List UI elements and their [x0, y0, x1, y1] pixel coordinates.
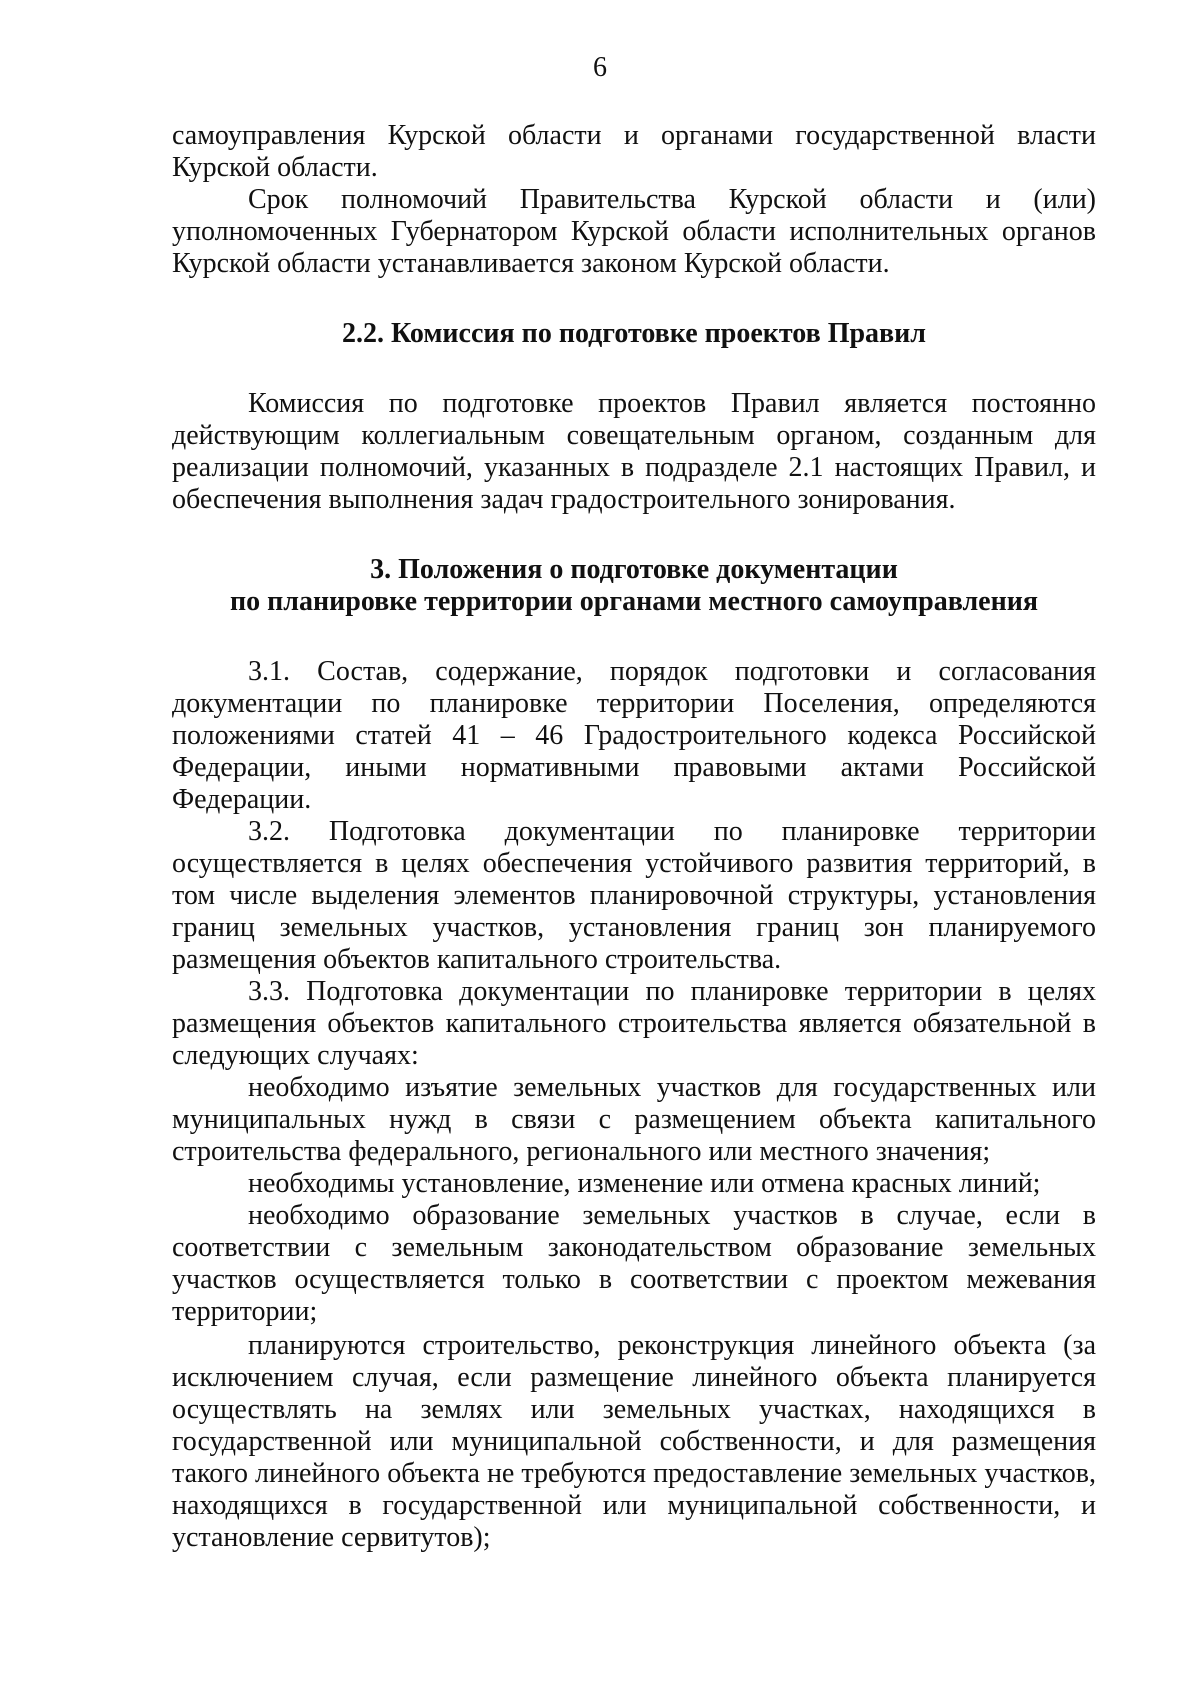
paragraph-term: Срок полномочий Правительства Курской области и (или) уполномоченных Губернатором Курской области исполнительных органов Курской области устанавливается законом Курской области. — [172, 184, 1096, 279]
paragraph-3-3: 3.3. Подготовка документации по планировке территории в целях размещения объектов капитального строительства является обязательной в следующих случаях: — [172, 976, 1096, 1071]
case-item: планируются строительство, реконструкция линейного объекта (за исключением случая, если размещение линейного объекта планируется осуществлять на землях или земельных участках, находящихся в государственной или муниципальной собственности, и для размещения такого линейного объекта не требуются предоставление земельных участков, находящихся в государственной или муниципальной собственности, и установление сервитутов); — [172, 1330, 1096, 1553]
paragraph-3-1: 3.1. Состав, содержание, порядок подготовки и согласования документации по планировке территории Поселения, определяются положениями статей 41 – 46 Градостроительного кодекса Российской Федерации, иными нормативными правовыми актами Российской Федерации. — [172, 656, 1096, 815]
section-2-2-paragraph: Комиссия по подготовке проектов Правил является постоянно действующим коллегиальным совещательным органом, созданным для реализации полномочий, указанных в подразделе 2.1 настоящих Правил, и обеспечения выполнения задач градостроительного зонирования. — [172, 388, 1096, 515]
section-2-2-heading: 2.2. Комиссия по подготовке проектов Правил — [341, 318, 927, 349]
page-number: 6 — [593, 52, 607, 83]
case-item: необходимо изъятие земельных участков для государственных или муниципальных нужд в связи с размещением объекта капитального строительства федерального, регионального или местного значения; — [172, 1072, 1096, 1167]
section-3-heading — [172, 554, 1096, 618]
section-3-heading-line2: по планировке территории органами местного самоуправления — [230, 586, 1038, 617]
case-item: необходимы установление, изменение или отмена красных линий; — [248, 1168, 1041, 1199]
paragraph-3-2: 3.2. Подготовка документации по планировке территории осуществляется в целях обеспечения устойчивого развития территорий, в том числе выделения элементов планировочной структуры, установления границ земельных участков, установления границ зон планируемого размещения объектов капитального строительства. — [172, 816, 1096, 975]
paragraph-continuation: самоуправления Курской области и органами государственной власти Курской области. — [172, 120, 1096, 183]
document-body — [172, 120, 1096, 1554]
section-3-heading-line1: 3. Положения о подготовке документации — [370, 554, 898, 585]
case-item: необходимо образование земельных участков в случае, если в соответствии с земельным законодательством образование земельных участков осуществляется только в соответствии с проектом межевания территории; — [172, 1200, 1096, 1327]
